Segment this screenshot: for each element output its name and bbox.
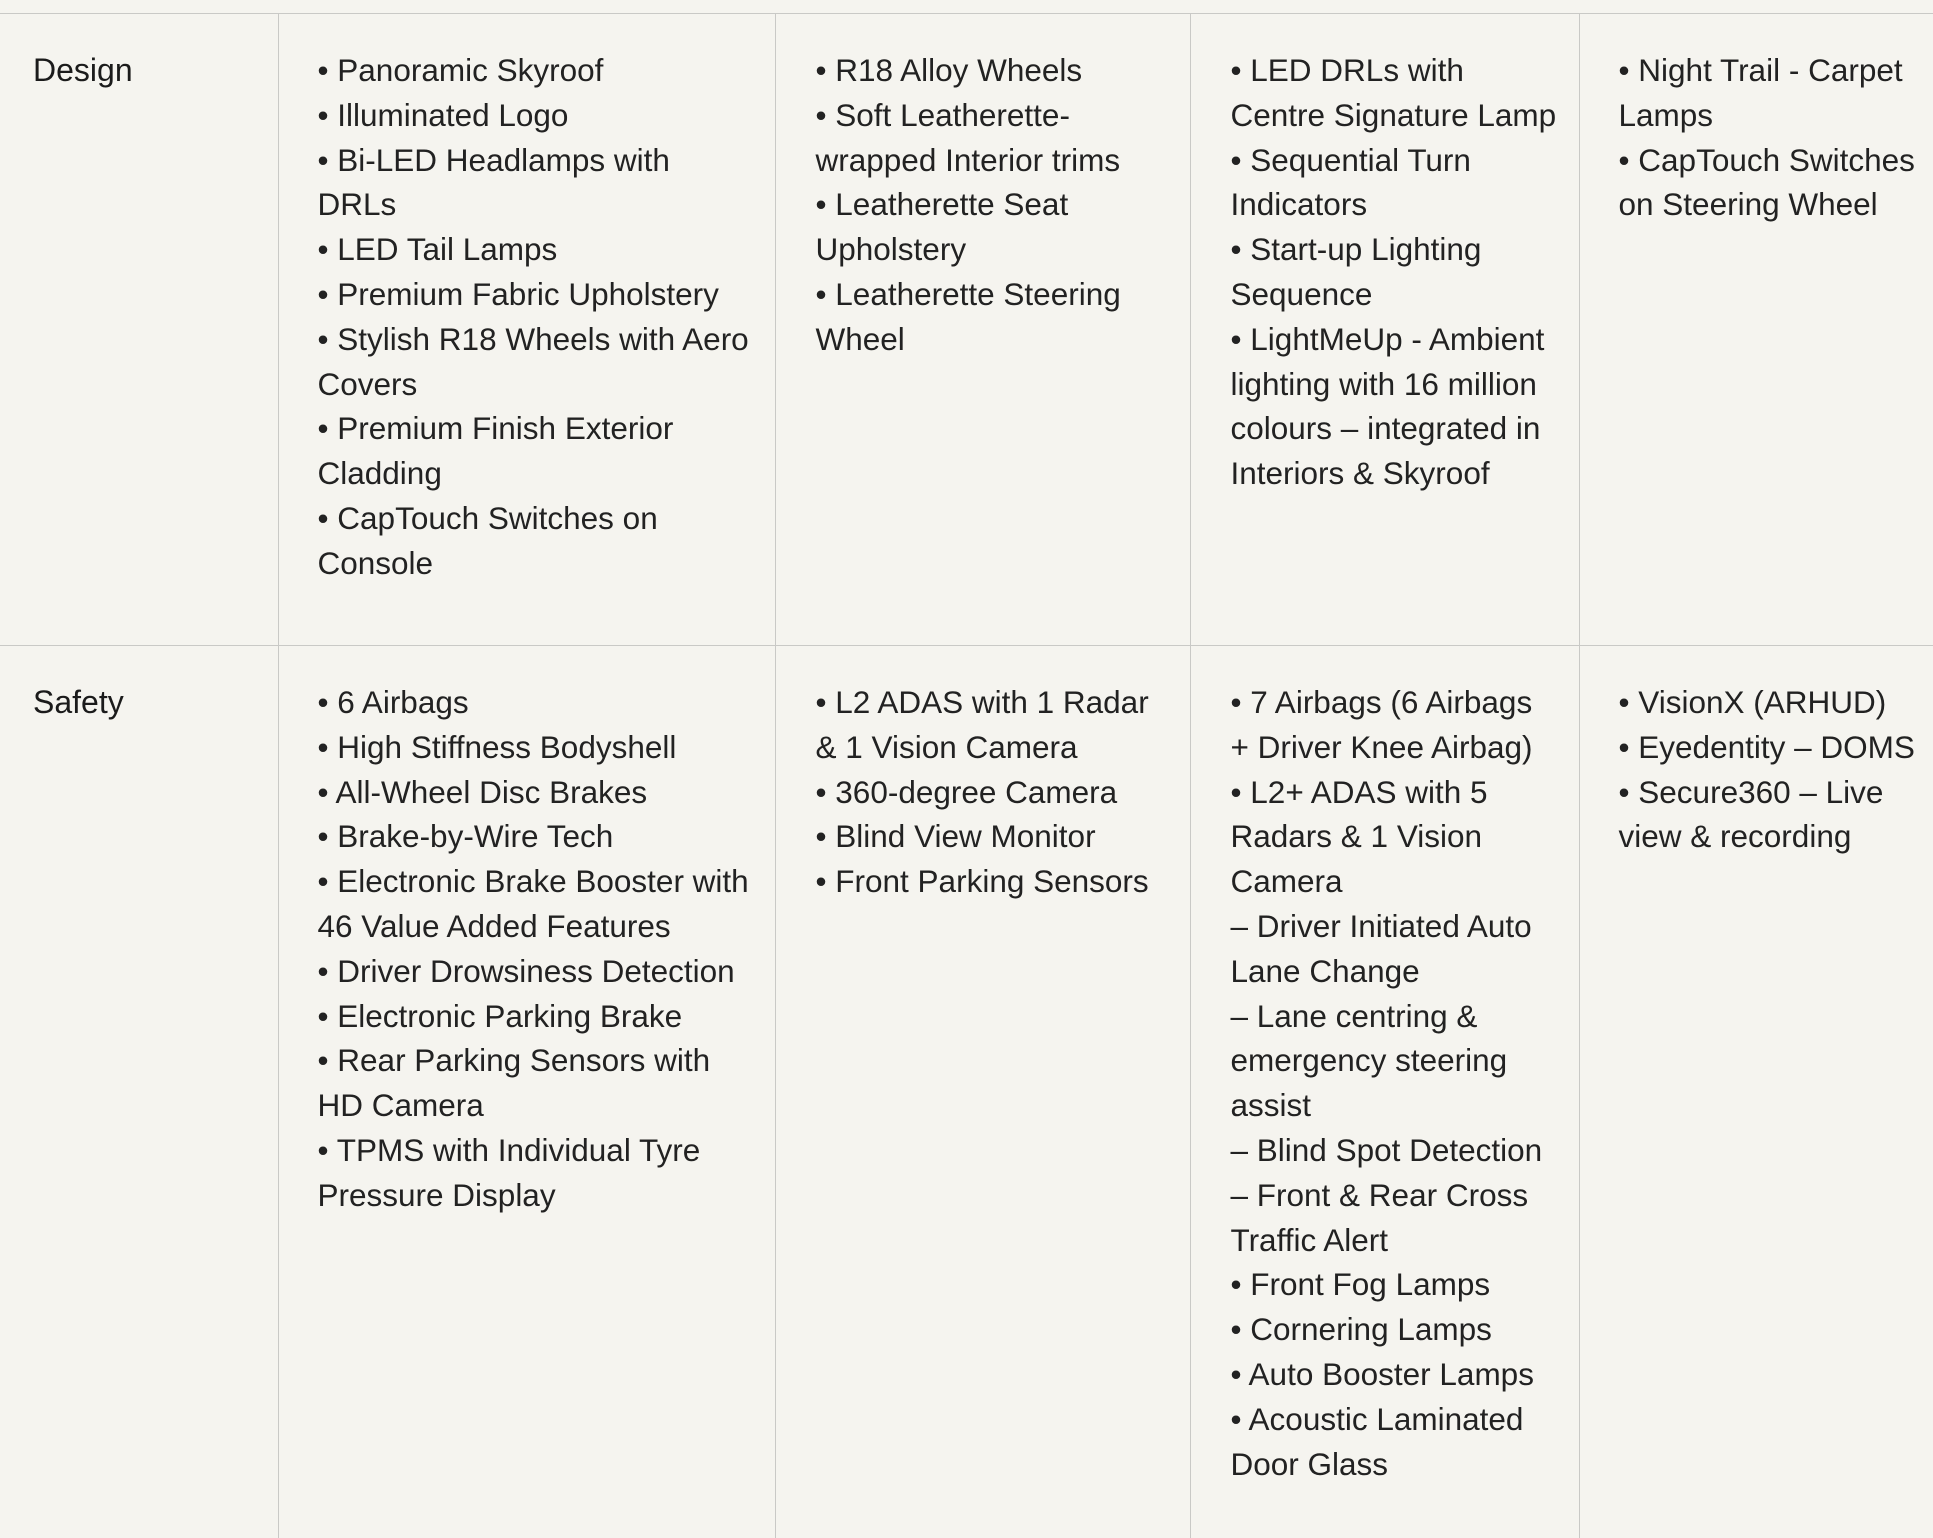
list-item: • Start-up Lighting Sequence bbox=[1230, 231, 1482, 312]
feature-list bbox=[1231, 680, 1559, 1486]
list-item: • CapTouch Switches on Console bbox=[317, 499, 658, 581]
list-item: • 360-degree Camera bbox=[815, 773, 1118, 810]
list-item: • High Stiffness Bodyshell bbox=[317, 728, 677, 765]
list-item: – Blind Spot Detection bbox=[1230, 1131, 1543, 1168]
list-item: • Rear Parking Sensors with HD Camera bbox=[317, 1042, 711, 1124]
list-item: • Night Trail - Carpet Lamps bbox=[1618, 52, 1903, 133]
list-item: • Acoustic Laminated Door Glass bbox=[1230, 1400, 1524, 1482]
list-item: • Front Parking Sensors bbox=[815, 863, 1149, 900]
feature-list bbox=[816, 680, 1170, 904]
table-row-safety bbox=[0, 646, 1933, 1538]
list-item: • VisionX (ARHUD) bbox=[1618, 684, 1887, 720]
safety-features-variant-1 bbox=[278, 646, 775, 1538]
list-item: • Auto Booster Lamps bbox=[1230, 1355, 1534, 1392]
feature-list bbox=[318, 680, 755, 1218]
design-features-variant-3 bbox=[1190, 14, 1579, 646]
feature-table bbox=[0, 13, 1933, 1538]
safety-features-variant-2 bbox=[775, 646, 1190, 1538]
row-label-design: Design bbox=[0, 14, 278, 646]
table-row-design bbox=[0, 14, 1933, 646]
feature-list bbox=[1231, 48, 1559, 496]
list-item: – Driver Initiated Auto Lane Change bbox=[1230, 907, 1532, 989]
list-item: • L2 ADAS with 1 Radar & 1 Vision Camera bbox=[815, 684, 1149, 765]
list-item: • All-Wheel Disc Brakes bbox=[317, 773, 648, 810]
list-item: • CapTouch Switches on Steering Wheel bbox=[1618, 141, 1915, 223]
design-features-variant-4 bbox=[1579, 14, 1933, 646]
list-item: • Panoramic Skyroof bbox=[317, 52, 604, 88]
list-item: • 6 Airbags bbox=[317, 684, 469, 720]
list-item: • 7 Airbags (6 Airbags + Driver Knee Airbag) bbox=[1230, 684, 1533, 765]
list-item: • Illuminated Logo bbox=[317, 96, 569, 133]
list-item: • Cornering Lamps bbox=[1230, 1311, 1492, 1348]
list-item: • Front Fog Lamps bbox=[1230, 1266, 1491, 1303]
feature-list bbox=[816, 48, 1170, 362]
row-label-safety: Safety bbox=[0, 646, 278, 1538]
list-item: • Leatherette Steering Wheel bbox=[815, 275, 1121, 357]
list-item: • Stylish R18 Wheels with Aero Covers bbox=[317, 320, 749, 402]
list-item: • LightMeUp - Ambient lighting with 16 million colours – integrated in Interiors & Skyroof bbox=[1230, 320, 1545, 492]
list-item: • Electronic Parking Brake bbox=[317, 997, 683, 1034]
list-item: • Leatherette Seat Upholstery bbox=[815, 186, 1069, 268]
list-item: • LED Tail Lamps bbox=[317, 231, 558, 268]
list-item: • R18 Alloy Wheels bbox=[815, 52, 1083, 88]
list-item: • Soft Leatherette-wrapped Interior trims bbox=[815, 96, 1121, 178]
list-item: • L2+ ADAS with 5 Radars & 1 Vision Camera bbox=[1230, 773, 1488, 900]
feature-list bbox=[1619, 680, 1916, 859]
list-item: • Eyedentity – DOMS bbox=[1618, 728, 1915, 765]
list-item: – Lane centring & emergency steering assist bbox=[1230, 997, 1508, 1124]
design-features-variant-1 bbox=[278, 14, 775, 646]
list-item: • Bi-LED Headlamps with DRLs bbox=[317, 141, 670, 223]
design-features-variant-2 bbox=[775, 14, 1190, 646]
list-item: • Driver Drowsiness Detection bbox=[317, 952, 735, 989]
feature-list bbox=[318, 48, 755, 586]
list-item: – Front & Rear Cross Traffic Alert bbox=[1230, 1176, 1529, 1258]
list-item: • TPMS with Individual Tyre Pressure Display bbox=[317, 1131, 701, 1213]
list-item: • Blind View Monitor bbox=[815, 818, 1096, 855]
list-item: • Sequential Turn Indicators bbox=[1230, 141, 1471, 223]
safety-features-variant-3 bbox=[1190, 646, 1579, 1538]
list-item: • Brake-by-Wire Tech bbox=[317, 818, 614, 855]
list-item: • Electronic Brake Booster with 46 Value Added Features bbox=[317, 863, 749, 944]
list-item: • Secure360 – Live view & recording bbox=[1618, 773, 1884, 855]
list-item: • LED DRLs with Centre Signature Lamp bbox=[1230, 52, 1557, 133]
list-item: • Premium Finish Exterior Cladding bbox=[317, 410, 674, 492]
safety-features-variant-4 bbox=[1579, 646, 1933, 1538]
list-item: • Premium Fabric Upholstery bbox=[317, 275, 719, 312]
feature-list bbox=[1619, 48, 1916, 227]
